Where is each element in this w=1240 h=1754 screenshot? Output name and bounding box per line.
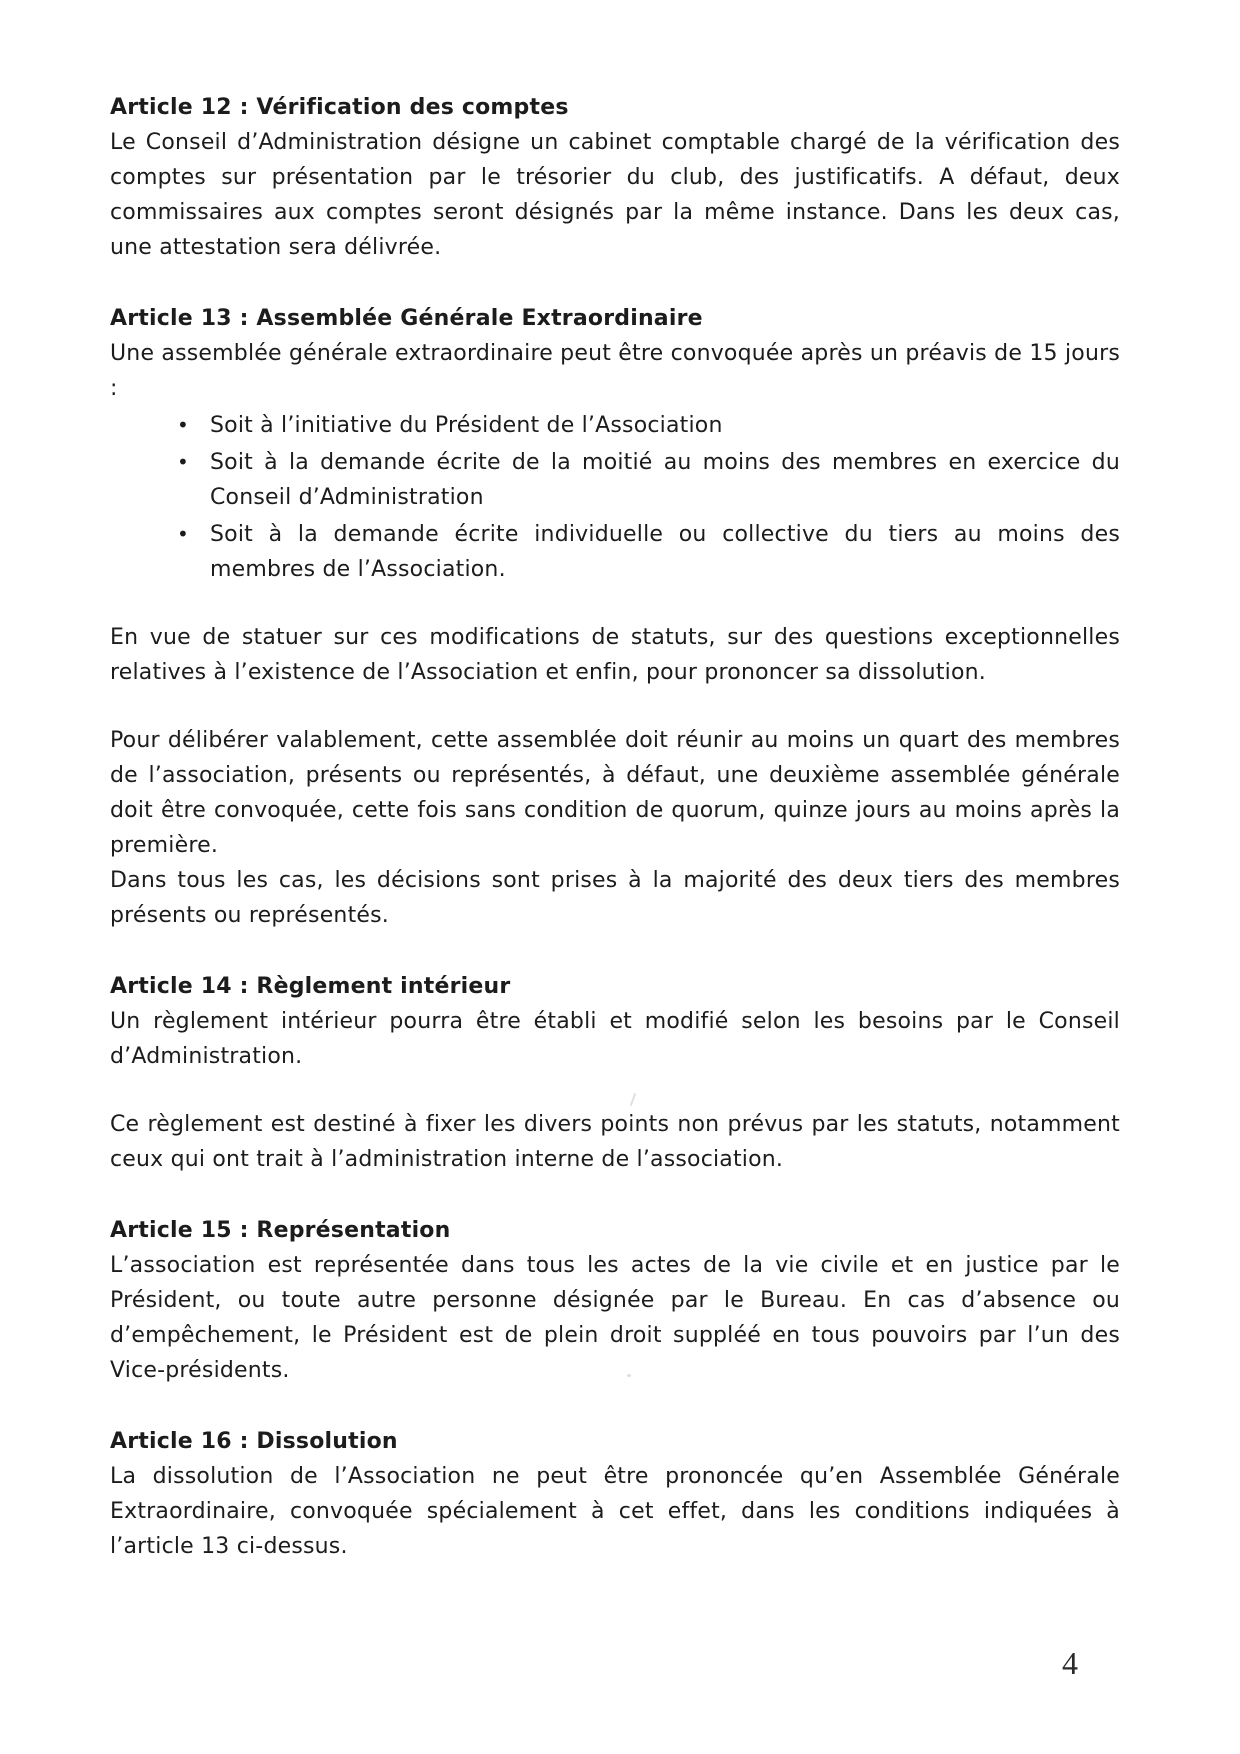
bullet-item-text: Soit à la demande écrite individuelle ou collective du tiers au moins des membres de l’Association. <box>210 522 1120 582</box>
article-16-paragraph: La dissolution de l’Association ne peut être prononcée qu’en Assemblée Générale Extraordinaire, convoquée spécialement à cet effet, dans les conditions indiquées à l’article 13 ci-dessus. <box>110 1464 1120 1559</box>
scan-artifact <box>627 1374 631 1377</box>
article-14-paragraph: Un règlement intérieur pourra être établi et modifié selon les besoins par le Conseil d’Administration. <box>110 1009 1120 1069</box>
article-13-paragraph: En vue de statuer sur ces modifications de statuts, sur des questions exceptionnelles relatives à l’existence de l’Association et enfin, pour prononcer sa dissolution. <box>110 625 1120 685</box>
bullet-item <box>110 445 1120 515</box>
article-13-intro: Une assemblée générale extraordinaire peut être convoquée après un préavis de 15 jours : <box>110 341 1120 401</box>
article-13-paragraph: Dans tous les cas, les décisions sont prises à la majorité des deux tiers des membres présents ou représentés. <box>110 868 1120 928</box>
bullet-item-text: Soit à la demande écrite de la moitié au moins des membres en exercice du Conseil d’Administration <box>210 450 1120 510</box>
article-15-heading: Article 15 : Représentation <box>110 1218 451 1243</box>
bullet-icon: • <box>177 450 189 474</box>
article-13-section <box>110 301 1120 933</box>
bullet-icon: • <box>177 413 189 437</box>
article-16-heading: Article 16 : Dissolution <box>110 1429 398 1454</box>
article-16-section <box>110 1424 1120 1564</box>
article-14-heading: Article 14 : Règlement intérieur <box>110 974 511 999</box>
article-14-paragraph: Ce règlement est destiné à fixer les divers points non prévus par les statuts, notamment ceux qui ont trait à l’administration interne de l’association. <box>110 1112 1120 1172</box>
bullet-item-text: Soit à l’initiative du Président de l’Association <box>210 413 723 438</box>
document-content <box>110 90 1120 1564</box>
page-number: 4 <box>1062 1645 1078 1681</box>
article-14-section <box>110 969 1120 1177</box>
bullet-item <box>110 517 1120 587</box>
article-13-paragraph: Pour délibérer valablement, cette assemblée doit réunir au moins un quart des membres de l’association, présents ou représentés, à défaut, une deuxième assemblée générale doit être convoquée, cette fois sans condition de quorum, quinze jours au moins après la première. <box>110 728 1120 858</box>
bullet-icon: • <box>177 522 189 546</box>
bullet-item <box>110 408 1120 443</box>
article-12-section <box>110 90 1120 265</box>
article-12-heading: Article 12 : Vérification des comptes <box>110 95 569 120</box>
article-12-paragraph: Le Conseil d’Administration désigne un cabinet comptable chargé de la vérification des comptes sur présentation par le trésorier du club, des justificatifs. A défaut, deux commissaires aux comptes seront désignés par la même instance. Dans les deux cas, une attestation sera délivrée. <box>110 130 1120 260</box>
article-15-paragraph: L’association est représentée dans tous les actes de la vie civile et en justice par le Président, ou toute autre personne désignée par le Bureau. En cas d’absence ou d’empêchement, le Président est de plein droit suppléé en tous pouvoirs par l’un des Vice-présidents. <box>110 1253 1120 1383</box>
article-13-heading: Article 13 : Assemblée Générale Extraordinaire <box>110 306 703 331</box>
article-15-section <box>110 1213 1120 1388</box>
article-13-bullet-list <box>110 408 1120 587</box>
